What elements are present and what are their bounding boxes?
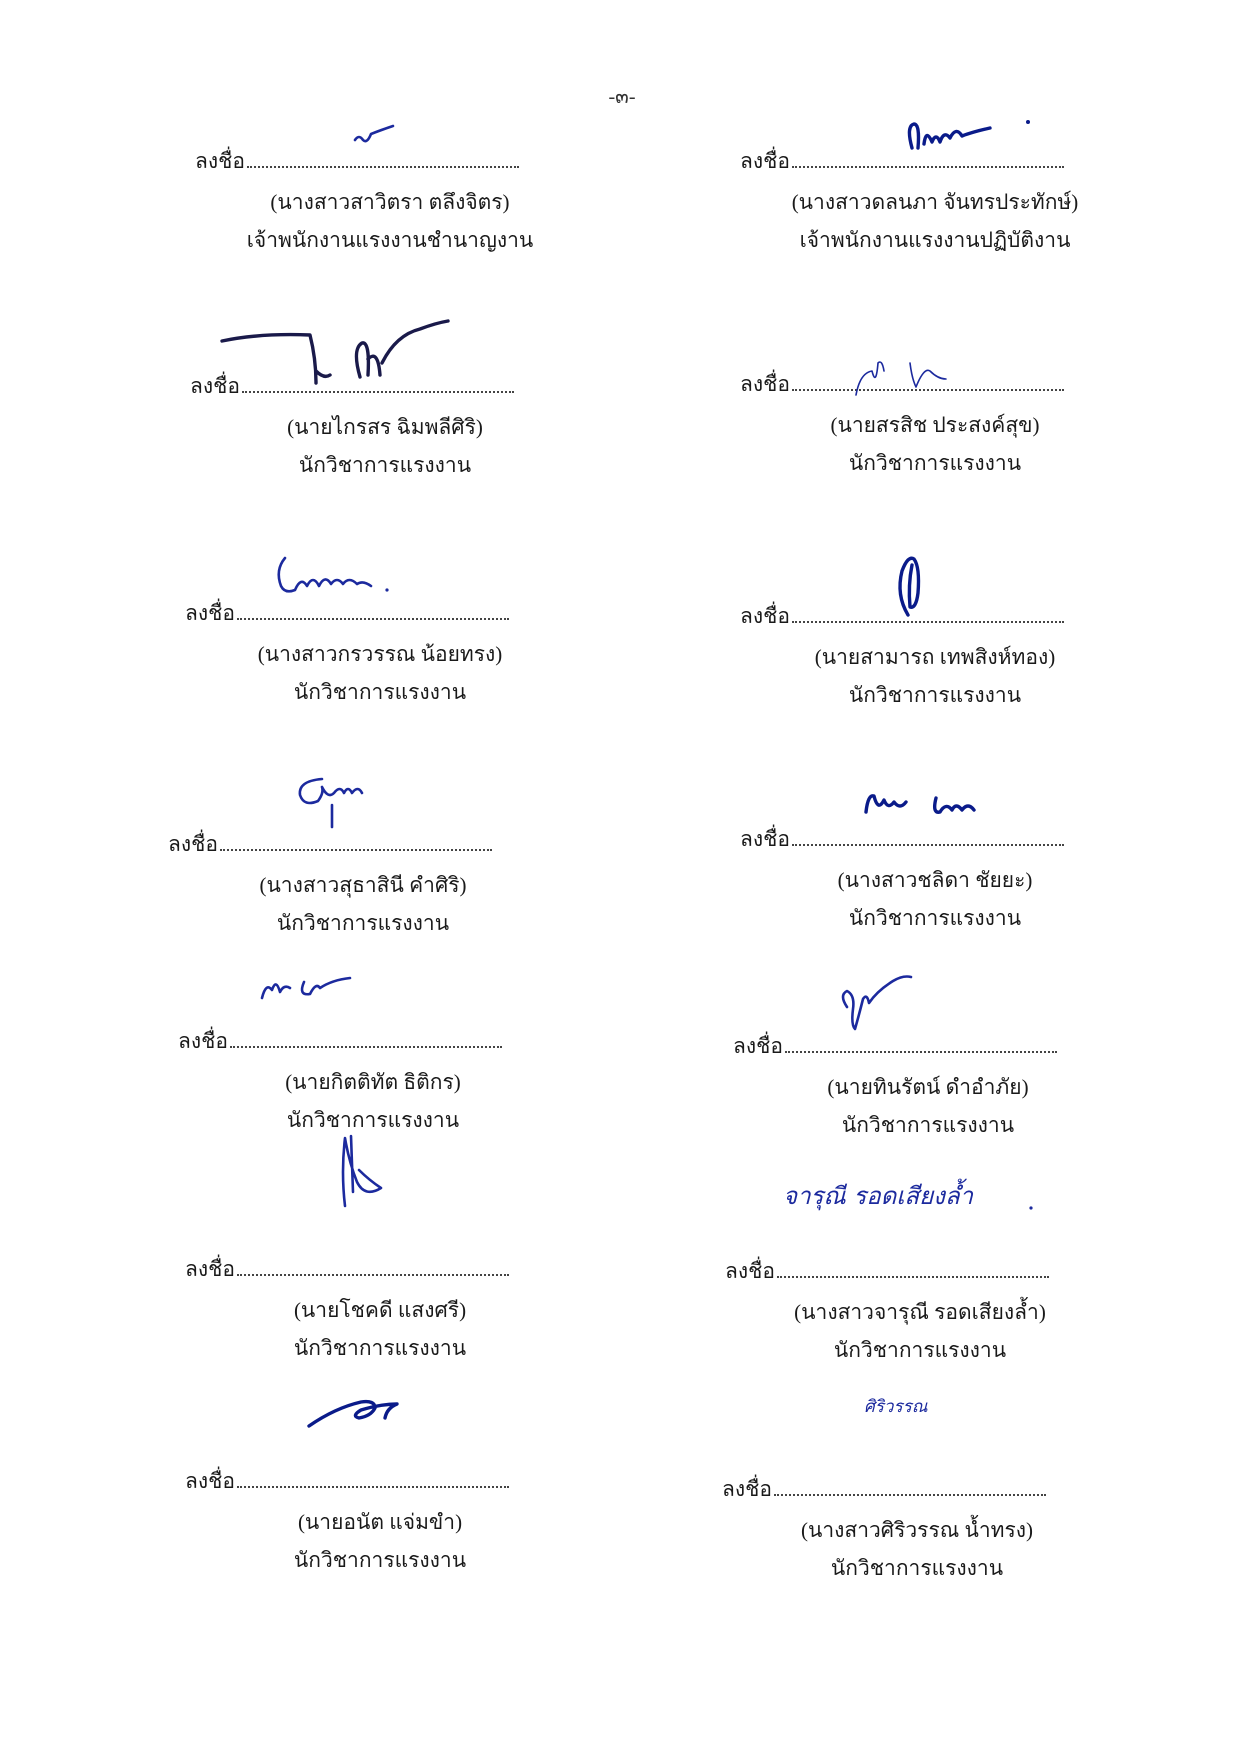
sign-label: ลงชื่อ	[725, 1259, 775, 1283]
sign-label: ลงชื่อ	[722, 1477, 772, 1501]
signer-position: นักวิชาการแรงงาน	[848, 683, 1022, 707]
handwritten-signature	[288, 771, 398, 851]
handwritten-signature	[258, 958, 378, 1018]
signer-position: นักวิชาการแรงงาน	[298, 453, 472, 477]
sign-label: ลงชื่อ	[740, 372, 790, 396]
signer-name: (นายทินรัตน์ ดำอำภัย)	[827, 1075, 1029, 1099]
handwritten-signature	[860, 782, 1000, 832]
sign-label: ลงชื่อ	[740, 604, 790, 628]
signer-position: นักวิชาการแรงงาน	[293, 1548, 467, 1572]
signature-block	[185, 1218, 545, 1368]
signature-block	[733, 995, 1093, 1145]
signature-block	[185, 562, 545, 712]
signer-name: (นางสาวกรวรรณ น้อยทรง)	[257, 642, 503, 666]
sign-label: ลงชื่อ	[185, 1469, 235, 1493]
dotted-line	[237, 1260, 509, 1276]
sign-line	[725, 1255, 1049, 1288]
dotted-line	[237, 1472, 509, 1488]
sign-label: ลงชื่อ	[195, 149, 245, 173]
signature-block	[722, 1397, 1082, 1588]
signer-position: นักวิชาการแรงงาน	[830, 1556, 1004, 1580]
sign-label: ลงชื่อ	[190, 374, 240, 398]
signer-position: นักวิชาการแรงงาน	[848, 451, 1022, 475]
dotted-line	[777, 1262, 1049, 1278]
sign-label: ลงชื่อ	[185, 601, 235, 625]
handwritten-signature	[345, 110, 425, 160]
sign-line	[185, 1253, 509, 1286]
signature-block	[725, 1182, 1085, 1370]
signature-block	[190, 335, 550, 485]
signer-position: นักวิชาการแรงงาน	[293, 680, 467, 704]
signer-name: (นางสาวสุธาสินี คำศิริ)	[259, 873, 467, 897]
handwritten-signature	[900, 108, 1040, 168]
handwritten-signature	[833, 975, 973, 1045]
dotted-line	[230, 1032, 502, 1048]
signature-block	[740, 788, 1100, 938]
signer-position: นักวิชาการแรงงาน	[833, 1338, 1007, 1362]
signer-name: (นายไกรสร ฉิมพลีศิริ)	[287, 415, 483, 439]
sign-label: ลงชื่อ	[740, 827, 790, 851]
sign-line	[178, 1025, 502, 1058]
signer-name: (นายอนัต แจ่มขำ)	[297, 1510, 463, 1534]
signer-name: (นางสาวจารุณี รอดเสียงล้ำ)	[794, 1300, 1046, 1324]
signer-name: (นายสรสิช ประสงค์สุข)	[830, 413, 1040, 437]
signer-position: นักวิชาการแรงงาน	[841, 1113, 1015, 1137]
handwritten-signature	[862, 1386, 982, 1426]
signer-name: (นางสาวสาวิตรา ตลึงจิตร)	[270, 190, 510, 214]
signature-text: ศิริวรรณ	[864, 1397, 928, 1417]
sign-label: ลงชื่อ	[733, 1034, 783, 1058]
signer-name: (นางสาวศิริวรรณ น้ำทรง)	[800, 1518, 1033, 1542]
sign-label: ลงชื่อ	[740, 149, 790, 173]
signature-block	[195, 110, 555, 260]
signer-name: (นางสาวดลนภา จันทรประทักษ์)	[791, 190, 1079, 214]
handwritten-signature	[305, 1388, 435, 1438]
signature-block	[740, 333, 1100, 483]
handwritten-signature	[220, 319, 460, 399]
handwritten-signature	[275, 550, 415, 610]
signer-position: เจ้าพนักงานแรงงานปฏิบัติงาน	[799, 228, 1071, 252]
signature-block	[178, 990, 538, 1140]
signer-position: นักวิชาการแรงงาน	[286, 1108, 460, 1132]
handwritten-signature	[850, 343, 990, 403]
signature-block	[740, 565, 1100, 715]
signer-position: นักวิชาการแรงงาน	[293, 1336, 467, 1360]
signature-text: จารุณี รอดเสียงล้ำ	[783, 1182, 974, 1210]
sign-line	[722, 1473, 1046, 1506]
signature-block	[185, 1430, 545, 1580]
handwritten-signature	[335, 1122, 395, 1212]
signer-name: (นายสามารถ เทพสิงห์ทอง)	[814, 645, 1056, 669]
sign-label: ลงชื่อ	[168, 832, 218, 856]
signer-position: เจ้าพนักงานแรงงานชำนาญงาน	[246, 228, 534, 252]
page-number: -๓-	[608, 86, 636, 108]
dotted-line	[792, 830, 1064, 846]
handwritten-signature	[781, 1174, 1041, 1224]
signer-name: (นางสาวชลิดา ชัยยะ)	[837, 868, 1033, 892]
sign-line	[185, 1465, 509, 1498]
dotted-line	[774, 1480, 1046, 1496]
handwritten-signature	[890, 545, 940, 625]
signature-block	[740, 110, 1100, 260]
signer-position: นักวิชาการแรงงาน	[276, 911, 450, 935]
signer-name: (นายกิตติทัต ธิติกร)	[285, 1070, 461, 1094]
signature-block	[168, 793, 528, 943]
sign-label: ลงชื่อ	[185, 1257, 235, 1281]
sign-label: ลงชื่อ	[178, 1029, 228, 1053]
signer-position: นักวิชาการแรงงาน	[848, 906, 1022, 930]
signer-name: (นายโชคดี แสงศรี)	[293, 1298, 467, 1322]
